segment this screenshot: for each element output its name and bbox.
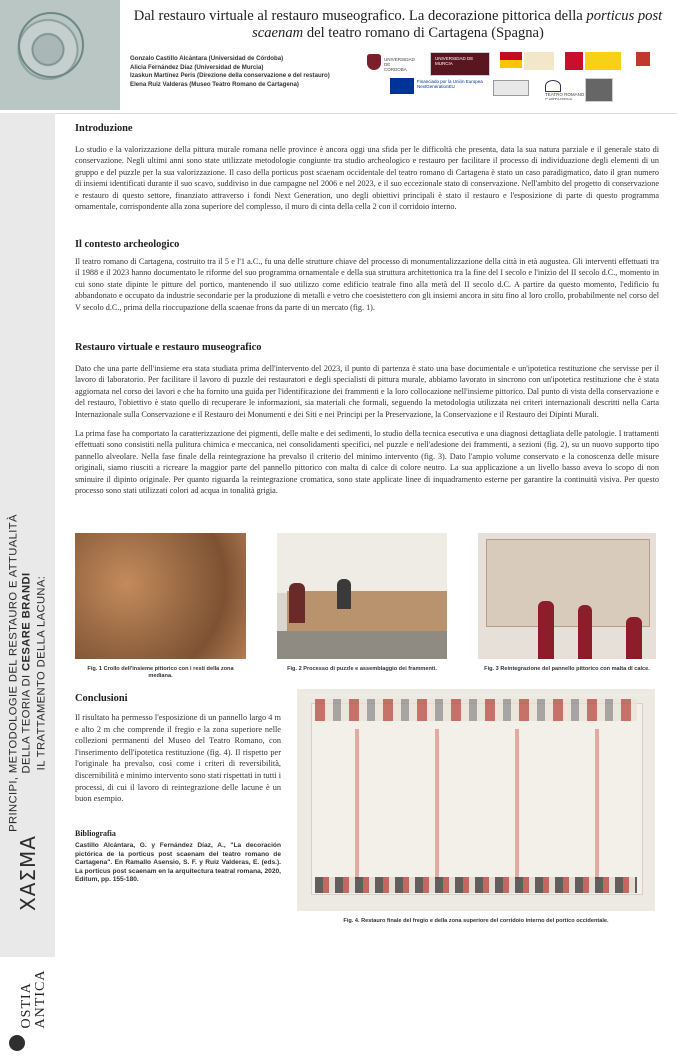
context-text: Il teatro romano di Cartagena, costruito tra il 5 e l'1 a.C., fu una delle strutture chiave del processo di monumentalizzazione della città in età augustea. Gli interventi effettuati tra il 1988 e il 2023 hanno documentato le riforme del suo programma ornamentale e della sua struttura architettonica tra la fine del I secolo e l'inizio del II secolo d.C., momento in cui sono state dipinte le pitture del portico, mantenendo il suo utilizzo come edificio teatrale fino alla metà del II secolo d.C. A partire da questo momento, l'edificio fu abbandonato e occupato da industrie secondarie per la produzione di metalli e vetro che coesistettero con gli insiemi ancora in situ fino al loro crollo, probabilmente nel corso del V secolo d.C., prima della rioccupazione della scaenae frons da parte di un mercato (fig. 1). <box>75 257 659 312</box>
section-heading: Conclusioni <box>75 693 128 704</box>
intro-text: Lo studio e la valorizzazione della pittura murale romana nelle province è ancora oggi una sfida per le difficoltà che presenta, data la sua natura parziale e il generale stato di conservazione. Negli ultimi anni sono state utilizzate metodologie congiunte tra studio archeologico e restauro per facilitare il processo di individuazione degli elementi di un gruppo e del puzzle per la sua valorizzazione. Il caso della porticus post scaenam occidentale del teatro romano di Cartagena è stato un caso paradigmatico, dato il gran numero di insiemi identificati durante il suo scavo, suddiviso in due campagne nel 2006 e nel 2023, e il suo eccezionale stato di conservazione. Nell'ambito del progetto di conservazione e restauro di questo settore, finanziato attraverso i fondi Next Generation, uno degli obiettivi principali è stato il restauro e l'esposizione di parte di questo programma ornamentale, corrispondente alla zona superiore del complesso, il muro di cinta della cella 2 con il corridoio interno. <box>75 145 659 212</box>
section-heading: Introduzione <box>75 123 133 134</box>
intro-section <box>75 123 659 212</box>
foundation-logo <box>585 78 613 102</box>
museum-logo <box>633 50 655 72</box>
fig3-caption: Fig. 3 Reintegrazione del pannello pittorico con malta di calce. <box>484 666 650 672</box>
author-line: Alicia Fernández Díaz (Universidad de Murcia) <box>130 63 264 71</box>
region-logo <box>565 50 623 74</box>
fig1-caption: Fig. 1 Crollo dell'insieme pittorico con i resti della zona mediana. <box>87 666 234 679</box>
chasma-logo: ΧΑΣΜΑ <box>16 835 40 911</box>
fig2-caption: Fig. 2 Processo di puzzle e assemblaggio dei frammenti. <box>287 666 437 672</box>
author-line: Elena Ruiz Valderas (Museo Teatro Romano de Cartagena) <box>130 80 299 88</box>
eu-logo: Financiado por la Unión Europea NextGenerationEU <box>390 78 485 100</box>
uco-logo: UNIVERSIDAD DE CÓRDOBA <box>365 52 415 74</box>
sidebar-title: PRINCIPI, METODOLOGIE DEL RESTAURO E ATTUALITÀ DELLA TEORIA DI CESARE BRANDI IL TRATTAMENTO DELLA LACUNA: <box>7 514 48 832</box>
poster-title: Dal restauro virtuale al restauro museografico. La decorazione pittorica della porticus post scaenam del teatro romano di Cartagena (Spagna) <box>133 8 663 41</box>
poster-header <box>0 0 677 114</box>
fig1-photo <box>75 533 246 659</box>
fig2-photo <box>277 533 447 659</box>
section-heading: Restauro virtuale e restauro museografico <box>75 342 262 353</box>
context-section <box>75 239 659 313</box>
bibliografia-section <box>75 829 281 885</box>
ministry-logo <box>491 78 531 100</box>
author-list <box>130 55 370 89</box>
author-line: Izaskun Martínez Peris (Direzione della conservazione e del restauro) <box>130 72 330 80</box>
author-line: Gonzalo Castillo Alcántara (Universidad de Córdoba) <box>130 55 284 62</box>
sidebar <box>0 113 55 1029</box>
logo-strip <box>365 50 670 108</box>
bibliografia-heading: Bibliografia <box>75 829 116 838</box>
conclusioni-text: Il risultato ha permesso l'esposizione di un pannello largo 4 m e alto 2 m che comprende il fregio e la zona superiore nelle collezioni permanenti del Museo del Teatro Romano, con l'inserimento dell'ipotetica restituzione (fig. 4). Il rispetto per l'originale ha prevalso, così come i criteri di reversibilità, discernibilità e minimo intervento sono stati rispettati in tutti i processi, di cui il lavoro di reintegrazione delle lacune è un buon esempio. <box>75 713 281 804</box>
teatro-logo: TEATRO ROMANO CARTAGENA <box>543 78 587 100</box>
fig4-photo <box>297 689 655 911</box>
um-logo: UNIVERSIDAD DE MURCIA <box>430 52 490 76</box>
header-fresco-image <box>0 0 120 110</box>
restauro-text-1: Dato che una parte dell'insieme era stata studiata prima dell'intervento del 2023, il punto di partenza è stato una base documentale e un'ipotetica restituzione che servisse per il lavoro di laboratorio. Per facilitare il lavoro di puzzle dei restauratori e degli specialisti di pittura murale, abbiamo lavorato in sincrono con un'ipotetica restituzione che è stata aggiornata nel corso dei lavori e che ha fornito una guida per l'identificazione dei frammenti e la loro collocazione nell'insieme pittorico. Dal punto di vista della conservazione e del restauro, l'obiettivo è stato quello di recuperare le informazioni, sia materiali che formali, seguendo la metodologia utilizzata nei criteri internazionali descritti nella Carta Internazionale sulla Conservazione e il Restauro dei Monumenti e dei Siti e nei Principi per la Preservazione, la Conservazione e il Restauro dei Dipinti Murali. <box>75 364 659 419</box>
fig4-caption: Fig. 4. Restauro finale del fregio e della zona superiore del corridoio interno del portico occidentale. <box>343 918 609 924</box>
restauro-text-2: La prima fase ha comportato la caratterizzazione dei pigmenti, delle malte e dei sedimenti, lo studio della tecnica esecutiva e una diagnosi dettagliata delle patologie. I trattamenti effettuati sono consistiti nella pulitura chimica e meccanica, nei consolidamenti specifici, nel puzzle e nell'adesione dei frammenti, a sezioni (fig. 2), su un nuovo supporto tipo pannello alveolare. Nella fase finale della reintegrazione ha prevalso il criterio del minimo intervento (fig. 3). Dato l'ampio volume conservato e la conoscenza delle misure originali, siamo riusciti a ricreare la maggior parte del pannello pittorico con malta di calce di colore neutro. La sua applicazione a un livello basso aveva lo scopo di non sminuire il dipinto originale. Per quanto riguarda la reintegrazione cromatica, sono state applicate linee di inquadramento esterne per garantire la continuità visiva. Per questo processo sono stati utilizzati colori ad acqua in tonalità grigia. <box>75 429 659 496</box>
bibliografia-text: Castillo Alcántara, G. y Fernández Díaz, A., "La decoración pictórica de la porticus post scaenam del teatro romano de Cartagena". En Ramallo Asensio, S. F. y Ruiz Valderas, E. (eds.). La porticus post scaenam en la arquitectura teatral romana, 2020, Editum, pp. 155-180. <box>75 842 281 884</box>
section-heading: Il contesto archeologico <box>75 239 180 250</box>
spain-gov-logo <box>500 50 555 74</box>
fig3-photo <box>478 533 656 659</box>
conclusioni-section <box>75 693 281 805</box>
ostia-antica-logo: OSTIA ANTICA <box>6 949 52 1061</box>
restauro-section <box>75 342 659 496</box>
